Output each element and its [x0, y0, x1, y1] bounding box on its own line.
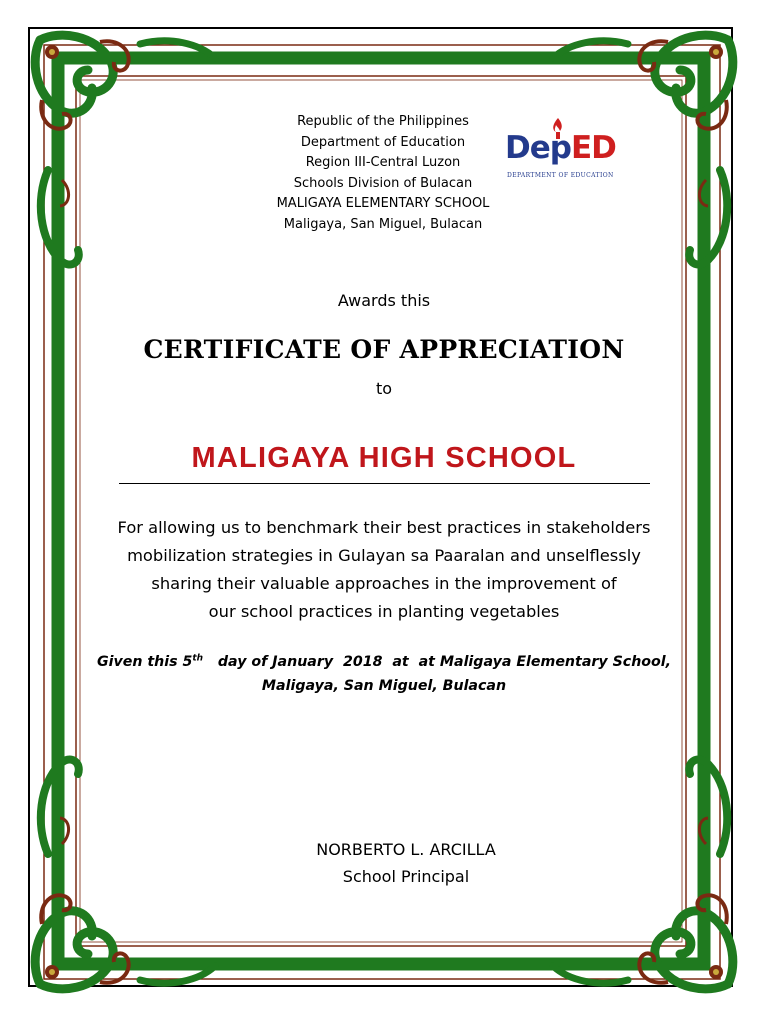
logo-subtitle: DEPARTMENT OF EDUCATION — [507, 172, 614, 179]
given-line-2: Maligaya, San Miguel, Bulacan — [261, 678, 507, 694]
header-line: MALIGAYA ELEMENTARY SCHOOL — [276, 196, 490, 211]
recipient-name: MALIGAYA HIGH SCHOOL — [191, 442, 577, 474]
citation-line: sharing their valuable approaches in the improvement of — [151, 574, 617, 593]
header-line: Region III-Central Luzon — [305, 155, 461, 170]
given-rest: day of January 2018 at at Maligaya Elementary School, — [203, 654, 672, 670]
given-date-place — [60, 650, 708, 698]
deped-logo — [505, 118, 615, 190]
awards-text: Awards this — [337, 291, 431, 310]
signatory-name: NORBERTO L. ARCILLA — [316, 840, 496, 859]
issuer-header — [230, 112, 536, 235]
header-line: Maligaya, San Miguel, Bulacan — [283, 216, 483, 232]
certificate-title: CERTIFICATE OF APPRECIATION — [143, 335, 625, 364]
logo-word-dep: Dep — [505, 130, 571, 166]
logo-wordmark — [505, 130, 616, 166]
to-text: to — [375, 379, 393, 398]
given-ordinal: th — [192, 653, 204, 664]
citation-line: our school practices in planting vegetables — [208, 602, 560, 621]
header-line: Republic of the Philippines — [297, 114, 469, 129]
signatory-title: School Principal — [342, 867, 470, 886]
citation-line: mobilization strategies in Gulayan sa Paaralan and unselflessly — [127, 546, 641, 565]
given-prefix: Given this 5 — [96, 654, 193, 670]
logo-word-ed: ED — [570, 130, 616, 166]
given-line-1 — [60, 650, 708, 674]
signatory-block — [0, 836, 768, 890]
citation-body — [60, 514, 708, 626]
recipient-underline — [119, 483, 650, 484]
header-line: Schools Division of Bulacan — [293, 175, 473, 191]
citation-line: For allowing us to benchmark their best practices in stakeholders — [117, 518, 651, 537]
header-line: Department of Education — [300, 134, 466, 150]
